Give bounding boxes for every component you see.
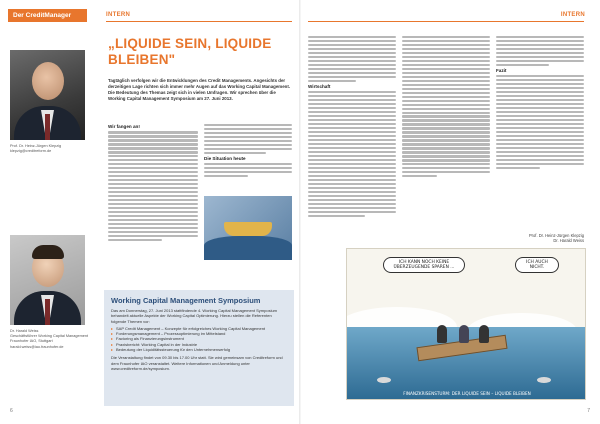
body-column-1 [108,122,198,243]
section-tag: Der CreditManager [8,9,87,22]
header-rule-right [308,21,584,22]
article-headline: „LIQUIDE SEIN, LIQUIDE BLEIBEN" [108,36,272,67]
body-column-4 [402,34,490,179]
author-name-1: Prof. Dr. Heinz-Jürgen Klepzig [10,144,62,148]
list-item: ▸ SAP Credit Management – Konzepte für erfolgreiches Working Capital Management [111,326,287,331]
author-caption-2 [10,329,88,350]
header-rule-left [106,21,292,22]
author-signature [496,233,584,244]
author-email-1: klepzig@creditreform.de [10,149,52,154]
signature-coauthor: Dr. Harald Weiss [553,238,584,244]
body-column-3 [308,34,396,219]
article-lead: Tagtäglich verfolgen wir die Entwicklungen des Credit Managements. Angesichts der derzeitigen Lage richten sich immer mehr Augen auf das Working Capital Management. Die Bedeutung des Themas zeigt sich in vielen Umfragen. Wir sprechen über die Working Capital Management Symposium am 27. Juni 2013. [108,78,291,101]
page-number-right: 7 [587,408,590,414]
author-caption-1 [10,144,88,154]
cartoon-caption: FINANZKRISENSTURM: DER LIQUIDE SEIN – LIQUIDE BLEIBEN [403,391,531,396]
body-column-5 [496,34,584,171]
author-photo-1 [10,50,85,140]
speech-bubble-left: ICH KANN NOCH KEINE ÜBERZEUGENDE SPAREN ... [383,257,465,273]
author-role-2: Geschäftsführer Working Capital Management Fraunhofer IAO, Stuttgart [10,334,89,344]
box-intro: Das am Donnerstag, 27. Juni 2013 stattfindende 4. Working Capital Management Symposium behandelt aktuelle Aspekte der Working Capital Optimierung. Hierzu stellen die Referenten folgende Themen vor: [111,308,278,324]
box-bullet-list [111,326,287,352]
column-heading: Wirtschaft [308,83,331,89]
cartoon-illustration [346,248,586,400]
list-item: ▸ Forderungsmanagement – Prozessoptimierung im Mittelstand [111,331,287,336]
list-item: ▸ Praxisbericht: Working Capital in der Industrie [111,342,287,347]
author-name-2: Dr. Harald Weiss [10,329,39,333]
column-heading: Fazit [496,67,507,73]
article-illustration [204,196,292,260]
section-label-right: INTERN [560,12,585,18]
symposium-info-box [104,290,294,406]
list-item: ▸ Bedeutung der Liquiditätssteuerung für den Unternehmenserfolg [111,347,287,352]
section-label-left: INTERN [106,12,131,18]
body-column-2 [204,122,292,179]
list-item: ▸ Factoring als Finanzierungsinstrument [111,336,287,341]
author-email-2: harald.weiss@iao.fraunhofer.de [10,344,64,349]
box-title: Working Capital Management Symposium [111,296,261,305]
column-heading: Die Situation heute [204,155,246,161]
signature-name: Prof. Dr. Heinz-Jürgen Klepzig [528,233,584,238]
speech-bubble-right: ICH AUCH NICHT. [515,257,559,273]
column-heading: Wir fangen an! [108,124,140,129]
box-outro: Die Veranstaltung findet von 09.30 bis 17.00 Uhr statt. Sie wird gemeinsam von Creditreform und dem Fraunhofer IAO veranstaltet. Weitere Informationen und Anmeldung unter www.creditreform.de/symposium. [111,355,283,371]
page-number-left: 6 [10,408,13,414]
author-photo-2 [10,235,85,325]
page-gutter [299,0,301,424]
